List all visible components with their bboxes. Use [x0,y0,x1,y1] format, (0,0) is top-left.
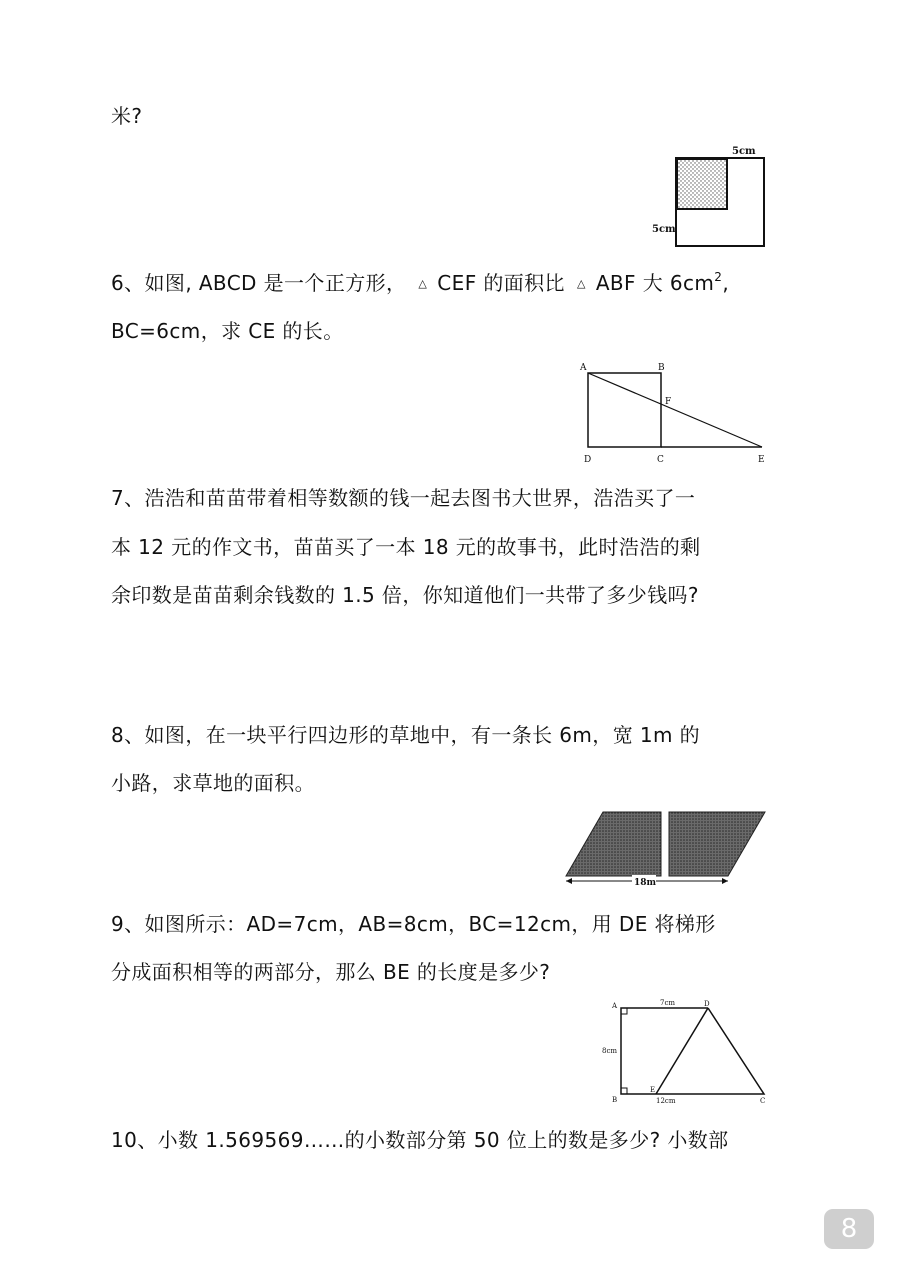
right-angle-a [621,1008,627,1014]
carryover-text: 米? [111,104,143,128]
arrow-left [566,878,572,884]
q6-text-c: ABF 大 6cm [595,271,715,295]
q9-line2: 分成面积相等的两部分，那么 BE 的长度是多少? [111,960,551,984]
trapezoid-figure [600,996,775,1108]
parallelogram-figure [560,806,775,892]
square-abcd [588,373,661,447]
top-length-label: 5cm [732,146,756,157]
q6-text-end: , [722,271,730,295]
q6-line1 [111,268,729,299]
triangle-symbol: △ [576,277,586,290]
square-triangle-figure [570,360,775,468]
q6-text-b: CEF 的面积比 [437,271,565,295]
triangle-symbol: △ [418,277,428,290]
square-figure [640,140,770,252]
segment-de [656,1008,708,1094]
base-length-label: 18m [634,878,657,888]
trapezoid-abcd [621,1008,764,1094]
superscript-2: 2 [714,270,723,284]
grass-left [566,812,661,876]
page-number-badge: 8 [824,1209,874,1249]
length-ad: 7cm [660,999,676,1007]
label-a: A [612,1002,618,1010]
label-a: A [580,363,587,373]
length-ab: 8cm [602,1047,618,1055]
grass-right [669,812,765,876]
arrow-right [722,878,728,884]
side-length-label: 5cm [652,224,676,235]
label-b: B [612,1096,618,1104]
label-e: E [650,1086,656,1094]
label-f: F [665,397,672,407]
label-d: D [584,455,592,465]
q8-line1: 8、如图，在一块平行四边形的草地中，有一条长 6m，宽 1m 的 [111,723,701,747]
length-bc: 12cm [656,1097,676,1105]
q6-text-a: 6、如图, ABCD 是一个正方形， [111,271,407,295]
q6-line2: BC=6cm，求 CE 的长。 [111,319,344,343]
q8-line2: 小路，求草地的面积。 [111,771,315,795]
line-ae [588,373,762,447]
right-angle-b [621,1088,627,1094]
label-d: D [704,1000,710,1008]
label-c: C [760,1097,766,1105]
q7-line3: 余印数是苗苗剩余钱数的 1.5 倍，你知道他们一共带了多少钱吗? [111,583,699,607]
label-c: C [657,455,664,465]
label-e: E [758,455,765,465]
label-b: B [658,363,665,373]
q7-line2: 本 12 元的作文书，苗苗买了一本 18 元的故事书，此时浩浩的剩 [111,535,701,559]
shaded-square [677,159,727,209]
q7-line1: 7、浩浩和苗苗带着相等数额的钱一起去图书大世界，浩浩买了一 [111,486,696,510]
q10-line1: 10、小数 1.569569……的小数部分第 50 位上的数是多少? 小数部 [111,1128,729,1152]
q9-line1: 9、如图所示：AD=7cm，AB=8cm，BC=12cm，用 DE 将梯形 [111,912,716,936]
